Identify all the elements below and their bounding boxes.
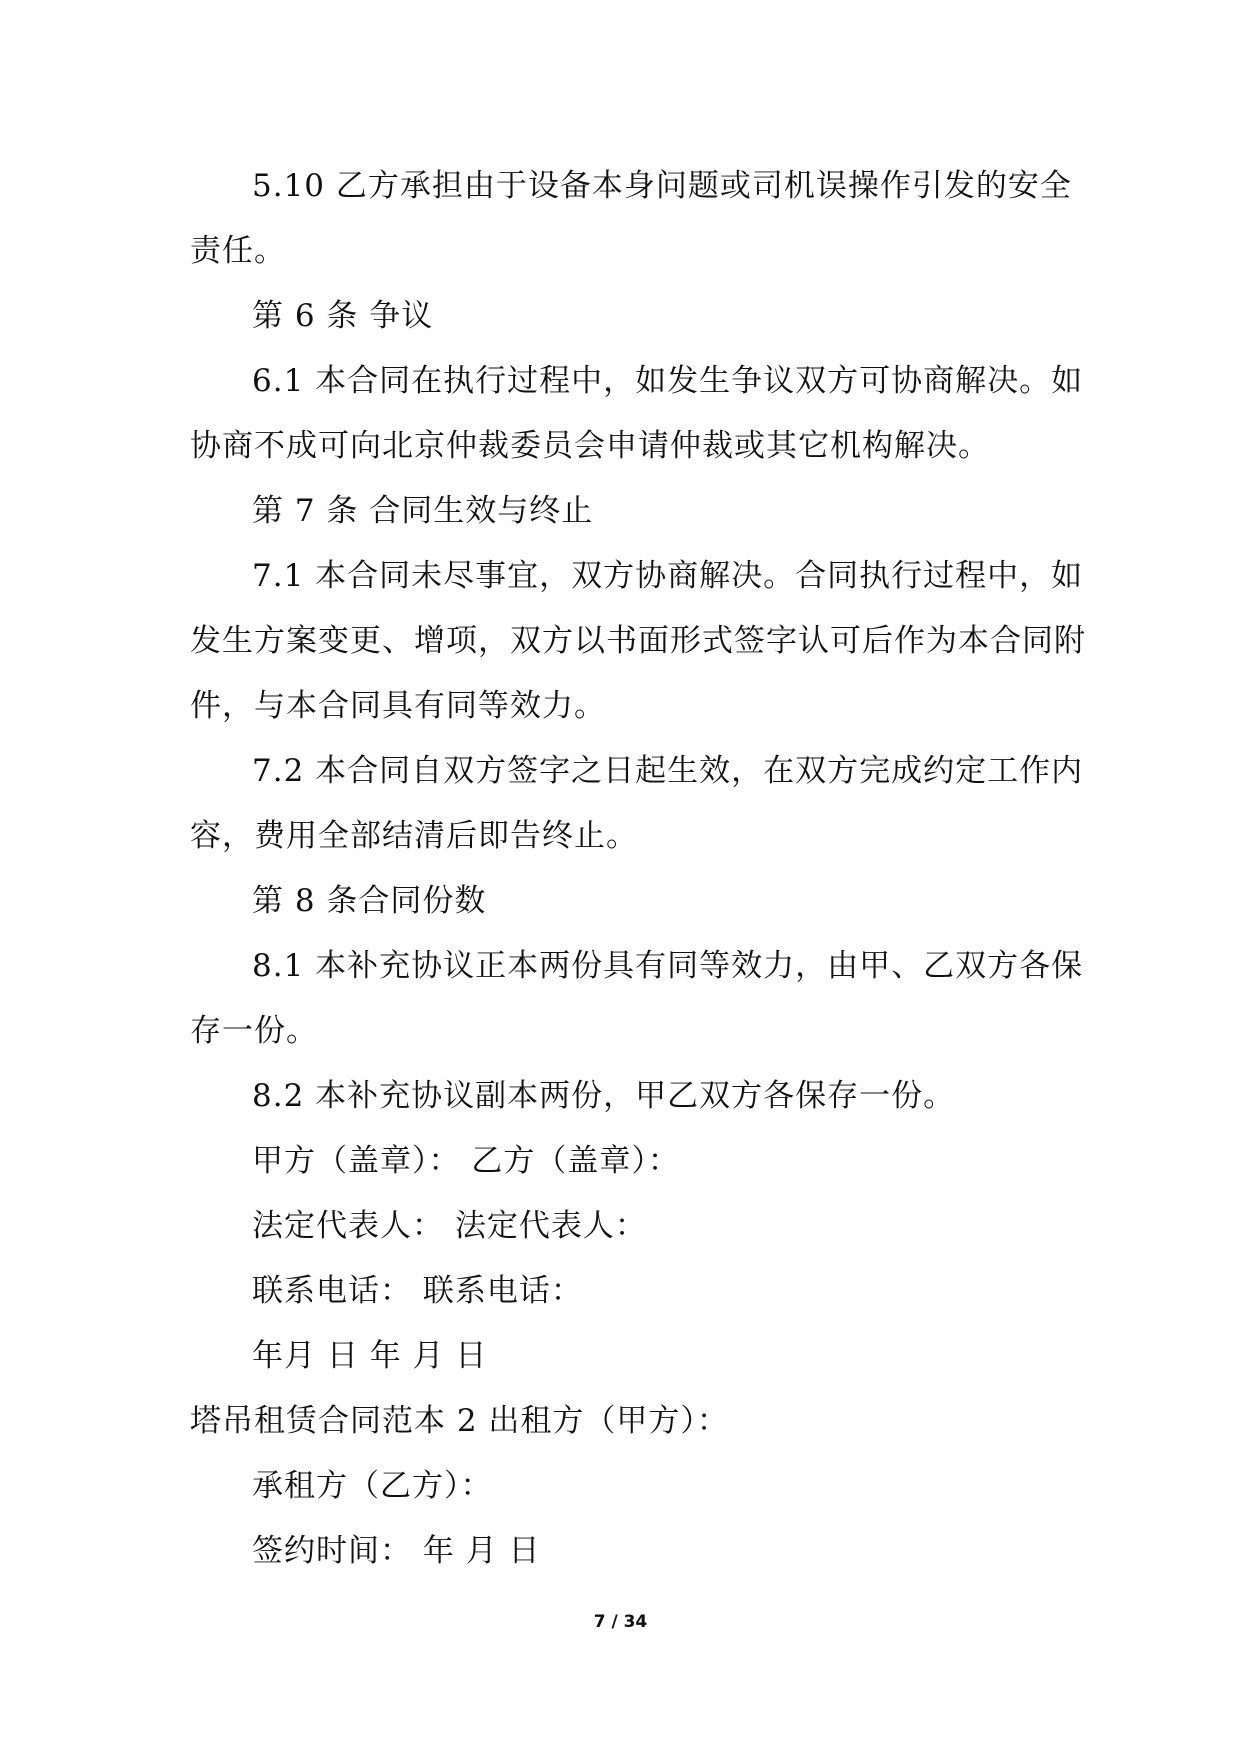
contract-template-2-title: 塔吊租赁合同范本 2 出租方（甲方）：: [190, 1403, 729, 1439]
clause-5-10-line-2: 责任。: [190, 233, 286, 269]
clause-8-1-line-2: 存一份。: [190, 1013, 318, 1049]
clause-6-1-line-1: 6.1 本合同在执行过程中，如发生争议双方可协商解决。如: [252, 363, 1084, 399]
signature-phone-line: 联系电话： 联系电话：: [252, 1273, 583, 1309]
signature-date-line: 年月 日 年 月 日: [252, 1338, 488, 1374]
signature-seal-line: 甲方（盖章）： 乙方（盖章）：: [252, 1143, 680, 1179]
signing-time-line: 签约时间： 年 月 日: [252, 1533, 541, 1569]
article-6-heading: 第 6 条 争议: [252, 298, 434, 334]
clause-8-2: 8.2 本补充协议副本两份，甲乙双方各保存一份。: [252, 1078, 956, 1114]
clause-7-1-line-1: 7.1 本合同未尽事宜，双方协商解决。合同执行过程中，如: [252, 558, 1084, 594]
clause-7-1-line-3: 件，与本合同具有同等效力。: [190, 688, 606, 724]
article-8-heading: 第 8 条合同份数: [252, 883, 487, 919]
signature-representative-line: 法定代表人： 法定代表人：: [252, 1208, 647, 1244]
clause-5-10-line-1: 5.10 乙方承担由于设备本身问题或司机误操作引发的安全: [252, 168, 1072, 204]
clause-8-1-line-1: 8.1 本补充协议正本两份具有同等效力，由甲、乙双方各保: [252, 948, 1084, 984]
lessee-line: 承租方（乙方）：: [252, 1468, 493, 1504]
document-body: [190, 154, 1086, 1584]
article-7-heading: 第 7 条 合同生效与终止: [252, 493, 594, 529]
clause-7-1-line-2: 发生方案变更、增项，双方以书面形式签字认可后作为本合同附: [190, 623, 1086, 659]
clause-6-1-line-2: 协商不成可向北京仲裁委员会申请仲裁或其它机构解决。: [190, 428, 990, 464]
clause-7-2-line-2: 容，费用全部结清后即告终止。: [190, 818, 638, 854]
clause-7-2-line-1: 7.2 本合同自双方签字之日起生效，在双方完成约定工作内: [252, 753, 1084, 789]
page-number: 7 / 34: [593, 1612, 648, 1632]
